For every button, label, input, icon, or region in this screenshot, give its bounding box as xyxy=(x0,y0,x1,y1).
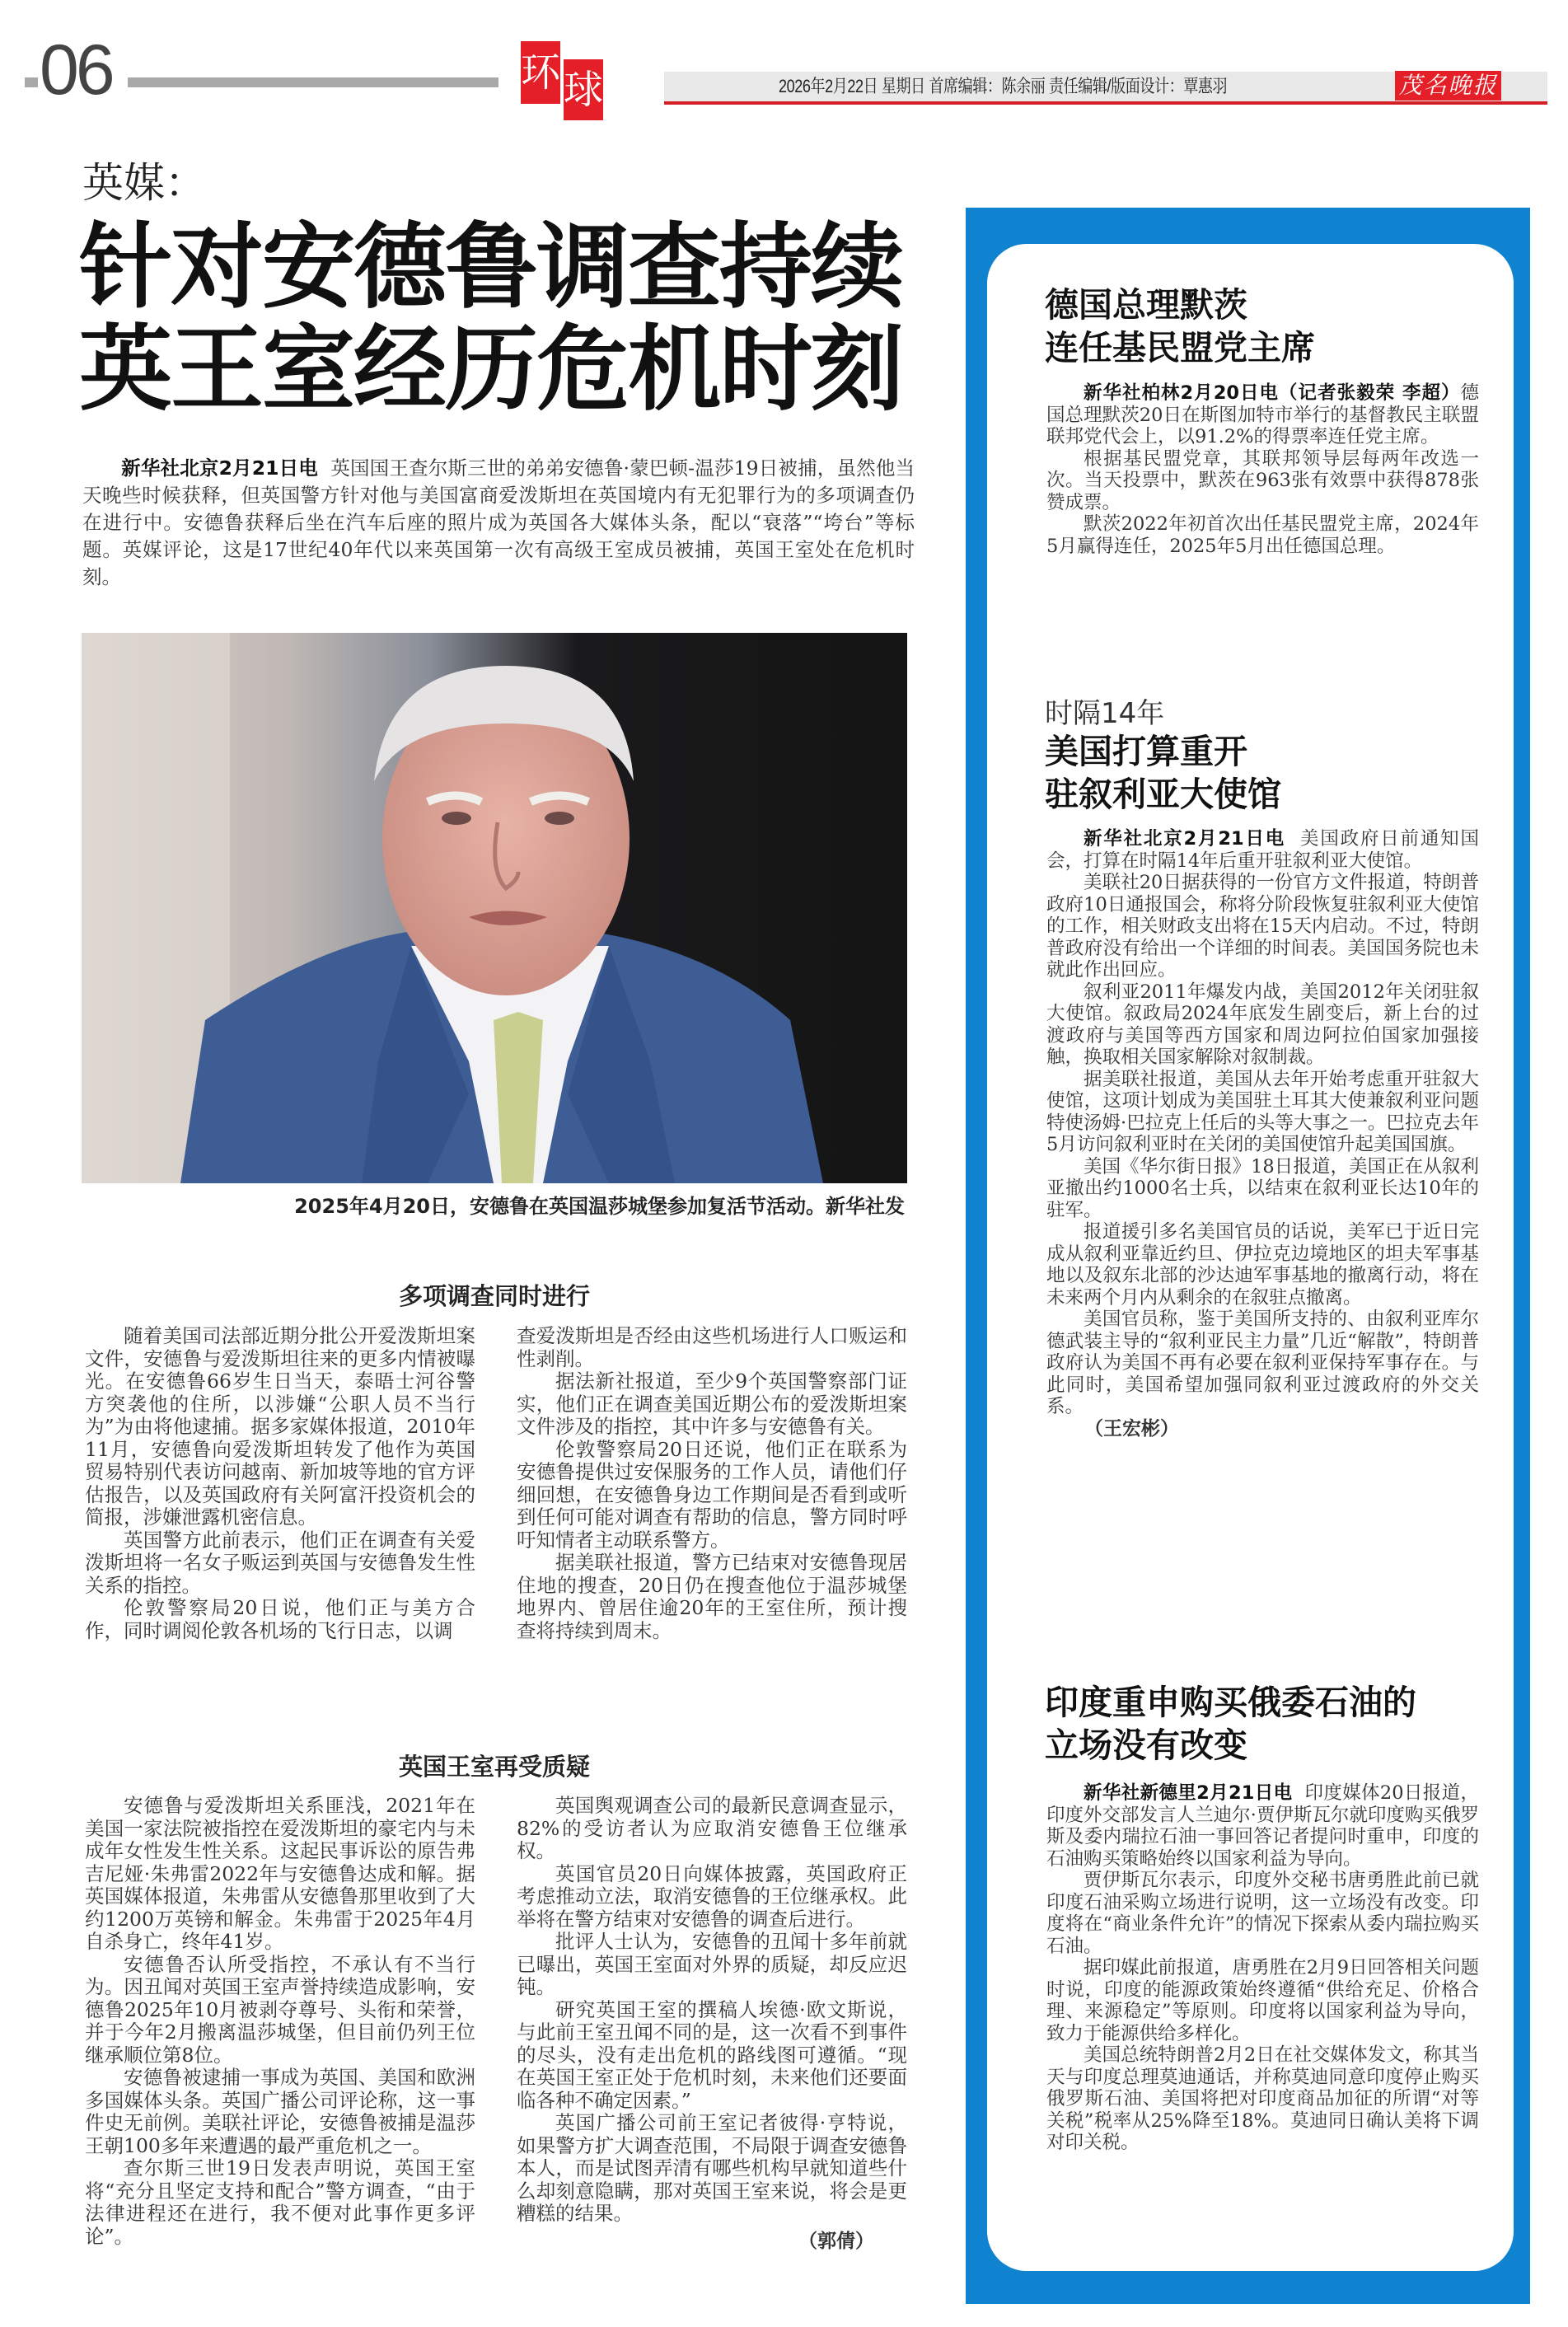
masthead-info-text: 2026年2月22日 星期日 首席编辑：陈余丽 责任编辑/版面设计：覃惠羽 xyxy=(779,76,1228,96)
section-label-char-1: 环 xyxy=(521,41,560,104)
sidebar-story3-title xyxy=(1045,1681,1416,1767)
paragraph: 印度媒体20日报道，印度外交部发言人兰迪尔·贾伊斯瓦尔就印度购买俄罗斯及委内瑞拉石油一事回答记者提问时重申，印度的石油购买策略始终以国家利益为导向。 xyxy=(1046,1782,1479,1870)
paragraph: 叙利亚2011年爆发内战，美国2012年关闭驻叙大使馆。叙政局2024年底发生剧变后，新上台的过渡政府与美国等西方国家和周边阿拉伯国家加强接触，换取相关国家解除对叙制裁。 xyxy=(1046,981,1479,1068)
news-photo xyxy=(82,633,907,1183)
article-byline: （郭倩） xyxy=(798,2230,874,2252)
paragraph: 伦敦警察局20日还说，他们正在联系为安德鲁提供过安保服务的工作人员，请他们仔细回想，在安德鲁身边工作期间是否看到或听到任何可能对调查有帮助的信息，警方同时呼吁知情者主动联系警方。 xyxy=(517,1437,907,1552)
masthead-rule xyxy=(128,77,498,87)
title-line: 驻叙利亚大使馆 xyxy=(1045,775,1281,814)
section1-column-right xyxy=(517,1325,907,1642)
title-line: 美国打算重开 xyxy=(1045,732,1247,771)
paragraph: 英国广播公司前王室记者彼得·亨特说，如果警方扩大调查范围，不局限于调查安德鲁本人，而是试图弄清有哪些机构早就知道些什么却刻意隐瞒，那对英国王室来说，将会是更糟糕的结果。 xyxy=(517,2111,907,2225)
paragraph: 据印媒此前报道，唐勇胜在2月9日回答相关问题时说，印度的能源政策始终遵循“供给充足、价格合理、来源稳定”等原则。印度将以国家利益为导向，致力于能源供给多样化。 xyxy=(1046,1957,1479,2044)
sidebar-story2-title xyxy=(1045,730,1281,816)
section2-column-right xyxy=(517,1795,907,2253)
paragraph: 美国官员称，鉴于美国所支持的、由叙利亚库尔德武装主导的“叙利亚民主力量”几近“解散”，特朗普政府认为美国不再有必要在叙利亚保持军事存在。与此同时，美国希望加强同叙利亚过渡政府的外交关系。 xyxy=(1046,1309,1479,1417)
paragraph: 安德鲁与爱泼斯坦关系匪浅，2021年在美国一家法院被指控在爱泼斯坦的豪宅内与未成年女性发生性关系。这起民事诉讼的原告弗吉尼娅·朱弗雷2022年与安德鲁达成和解。据英国媒体报道，朱弗雷从安德鲁那里收到了大约1200万英镑和解金。朱弗雷于2025年4月自杀身亡，终年41岁。 xyxy=(85,1794,475,1953)
paragraph: 根据基民盟党章，其联邦领导层每两年改选一次。当天投票中，默茨在963张有效票中获得878张赞成票。 xyxy=(1046,447,1479,513)
paragraph: 据法新社报道，至少9个英国警察部门证实，他们正在调查美国近期公布的爱泼斯坦案文件涉及的指控，其中许多与安德鲁有关。 xyxy=(517,1370,907,1438)
paragraph: 查尔斯三世19日发表声明说，英国王室将“充分且坚定支持和配合”警方调查，“由于法律进程还在进行，我不便对此事作更多评论”。 xyxy=(85,2156,475,2248)
main-headline-line-1: 针对安德鲁调查持续 xyxy=(79,213,902,321)
main-headline-line-2: 英王室经历危机时刻 xyxy=(79,315,902,424)
title-line: 德国总理默茨 xyxy=(1045,285,1247,325)
story3-dateline: 新华社新德里2月21日电 xyxy=(1084,1782,1293,1804)
story1-dateline: 新华社柏林2月20日电（记者张毅荣 李超） xyxy=(1084,382,1461,404)
paragraph: 研究英国王室的撰稿人埃德·欧文斯说，与此前王室丑闻不同的是，这一次看不到事件的尽头，没有走出危机的路线图可遵循。“现在英国王室正处于危机时刻，未来他们还要面临各种不确定因素。” xyxy=(517,1997,907,2112)
story2-dateline: 新华社北京2月21日电 xyxy=(1084,828,1286,850)
section-heading-investigations: 多项调查同时进行 xyxy=(398,1282,590,1310)
paragraph: 美国《华尔街日报》18日报道，美国正在从叙利亚撤出约1000名士兵，以结束在叙利亚长达10年的驻军。 xyxy=(1046,1155,1479,1221)
paragraph: 据美联社报道，美国从去年开始考虑重开驻叙大使馆，这项计划成为美国驻土耳其大使兼叙利亚问题特使汤姆·巴拉克上任后的头等大事之一。巴拉克去年5月访问叙利亚时在关闭的美国使馆升起美国国旗。 xyxy=(1046,1068,1479,1155)
paragraph: 默茨2022年初首次出任基民盟党主席，2024年5月赢得连任，2025年5月出任德国总理。 xyxy=(1046,513,1479,557)
title-line: 印度重申购买俄委石油的 xyxy=(1045,1683,1416,1722)
lead-paragraph xyxy=(82,455,915,591)
paragraph: 英国舆观调查公司的最新民意调查显示，82%的受访者认为应取消安德鲁王位继承权。 xyxy=(517,1794,907,1862)
sidebar-story1-body xyxy=(1046,382,1479,557)
paragraph: 英国警方此前表示，他们正在调查有关爱泼斯坦将一名女子贩运到英国与安德鲁发生性关系的指控。 xyxy=(85,1528,475,1597)
section-heading-royal-family: 英国王室再受质疑 xyxy=(398,1753,590,1781)
paragraph: 伦敦警察局20日说，他们正与美方合作，同时调阅伦敦各机场的飞行日志，以调 xyxy=(85,1596,475,1642)
paragraph: 德国总理默茨20日在斯图加特市举行的基督教民主联盟联邦党代会上，以91.2%的得票率连任党主席。 xyxy=(1046,382,1479,447)
section1-column-left xyxy=(85,1325,475,1642)
title-line: 连任基民盟党主席 xyxy=(1045,328,1315,368)
portrait-illustration xyxy=(82,633,907,1183)
title-line: 立场没有改变 xyxy=(1045,1725,1247,1765)
masthead-red-rule xyxy=(664,101,1547,105)
paragraph: 贾伊斯瓦尔表示，印度外交秘书唐勇胜此前已就印度石油采购立场进行说明，这一立场没有改变。印度将在“商业条件允许”的情况下探索从委内瑞拉购买石油。 xyxy=(1046,1870,1479,1957)
paragraph: 美国总统特朗普2月2日在社交媒体发文，称其当天与印度总理莫迪通话，并称莫迪同意印度停止购买俄罗斯石油、美国将把对印度商品加征的所谓“对等关税”税率从25%降至18%。莫迪同日确认美将下调对印关税。 xyxy=(1046,2044,1479,2153)
lead-dateline: 新华社北京2月21日电 xyxy=(121,457,319,480)
paragraph: 美国政府日前通知国会，打算在时隔14年后重开驻叙利亚大使馆。 xyxy=(1046,828,1479,872)
sidebar-story2-body xyxy=(1046,828,1479,1440)
paragraph: 英国官员20日向媒体披露，英国政府正考虑推动立法，取消安德鲁的王位继承权。此举将在警方结束对安德鲁的调查后进行。 xyxy=(517,1861,907,1931)
paragraph: 批评人士认为，安德鲁的丑闻十多年前就已曝出，英国王室面对外界的质疑，却反应迟钝。 xyxy=(517,1930,907,1998)
headline-kicker: 英媒： xyxy=(82,159,206,207)
sidebar-story2-kicker: 时隔14年 xyxy=(1045,697,1165,730)
photo-caption: 2025年4月20日，安德鲁在英国温莎城堡参加复活节活动。新华社发 xyxy=(294,1195,905,1218)
sidebar-story1-title xyxy=(1045,283,1315,369)
page-number: 06 xyxy=(40,30,112,110)
newspaper-logo: 茂名晚报 xyxy=(1395,71,1501,101)
paragraph: 美联社20日据获得的一份官方文件报道，特朗普政府10日通报国会，称将分阶段恢复驻叙利亚大使馆的工作，相关财政支出将在15天内启动。不过，特朗普政府没有给出一个详细的时间表。美国国务院也未就此作出回应。 xyxy=(1046,872,1479,981)
page-number-dash xyxy=(25,77,38,87)
section2-column-left xyxy=(85,1795,475,2248)
paragraph: 随着美国司法部近期分批公开爱泼斯坦案文件，安德鲁与爱泼斯坦往来的更多内情被曝光。在安德鲁66岁生日当天，泰晤士河谷警方突袭他的住所，以涉嫌“公职人员不当行为”为由将他逮捕。据多家媒体报道，2010年11月，安德鲁向爱泼斯坦转发了他作为英国贸易特别代表访问越南、新加坡等地的官方评估报告，以及英国政府有关阿富汗投资机会的简报，涉嫌泄露机密信息。 xyxy=(85,1324,475,1529)
paragraph: 据美联社报道，警方已结束对安德鲁现居住地的搜查，20日仍在搜查他位于温莎城堡地界内、曾居住逾20年的王室住所，预计搜查将持续到周末。 xyxy=(517,1551,907,1642)
lead-text: 英国国王查尔斯三世的弟弟安德鲁·蒙巴顿-温莎19日被捕，虽然他当天晚些时候获释，但英国警方针对他与美国富商爱泼斯坦在英国境内有无犯罪行为的多项调查仍在进行中。安德鲁获释后坐在汽车后座的照片成为英国各大媒体头条，配以“衰落”“垮台”等标题。英媒评论，这是17世纪40年代以来英国第一次有高级王室成员被捕，英国王室处在危机时刻。 xyxy=(82,457,915,588)
story2-byline: （王宏彬） xyxy=(1084,1417,1179,1440)
paragraph: 安德鲁否认所受指控，不承认有不当行为。因丑闻对英国王室声誉持续造成影响，安德鲁2025年10月被剥夺尊号、头衔和荣誉，并于今年2月搬离温莎城堡，但目前仍列王位继承顺位第8位。 xyxy=(85,1952,475,2067)
section-label-char-2: 球 xyxy=(564,59,603,120)
paragraph: 报道援引多名美国官员的话说，美军已于近日完成从叙利亚靠近约旦、伊拉克边境地区的坦夫军事基地以及叙东北部的沙达迪军事基地的撤离行动，将在未来两个月内从剩余的在叙驻点撤离。 xyxy=(1046,1221,1479,1309)
main-headline xyxy=(79,213,902,424)
sidebar-story3-body xyxy=(1046,1782,1479,2154)
paragraph: 安德鲁被逮捕一事成为英国、美国和欧洲多国媒体头条。英国广播公司评论称，这一事件史无前例。美联社评论，安德鲁被捕是温莎王朝100多年来遭遇的最严重危机之一。 xyxy=(85,2066,475,2157)
paragraph-continuation: 查爱泼斯坦是否经由这些机场进行人口贩运和性剥削。 xyxy=(517,1324,907,1370)
